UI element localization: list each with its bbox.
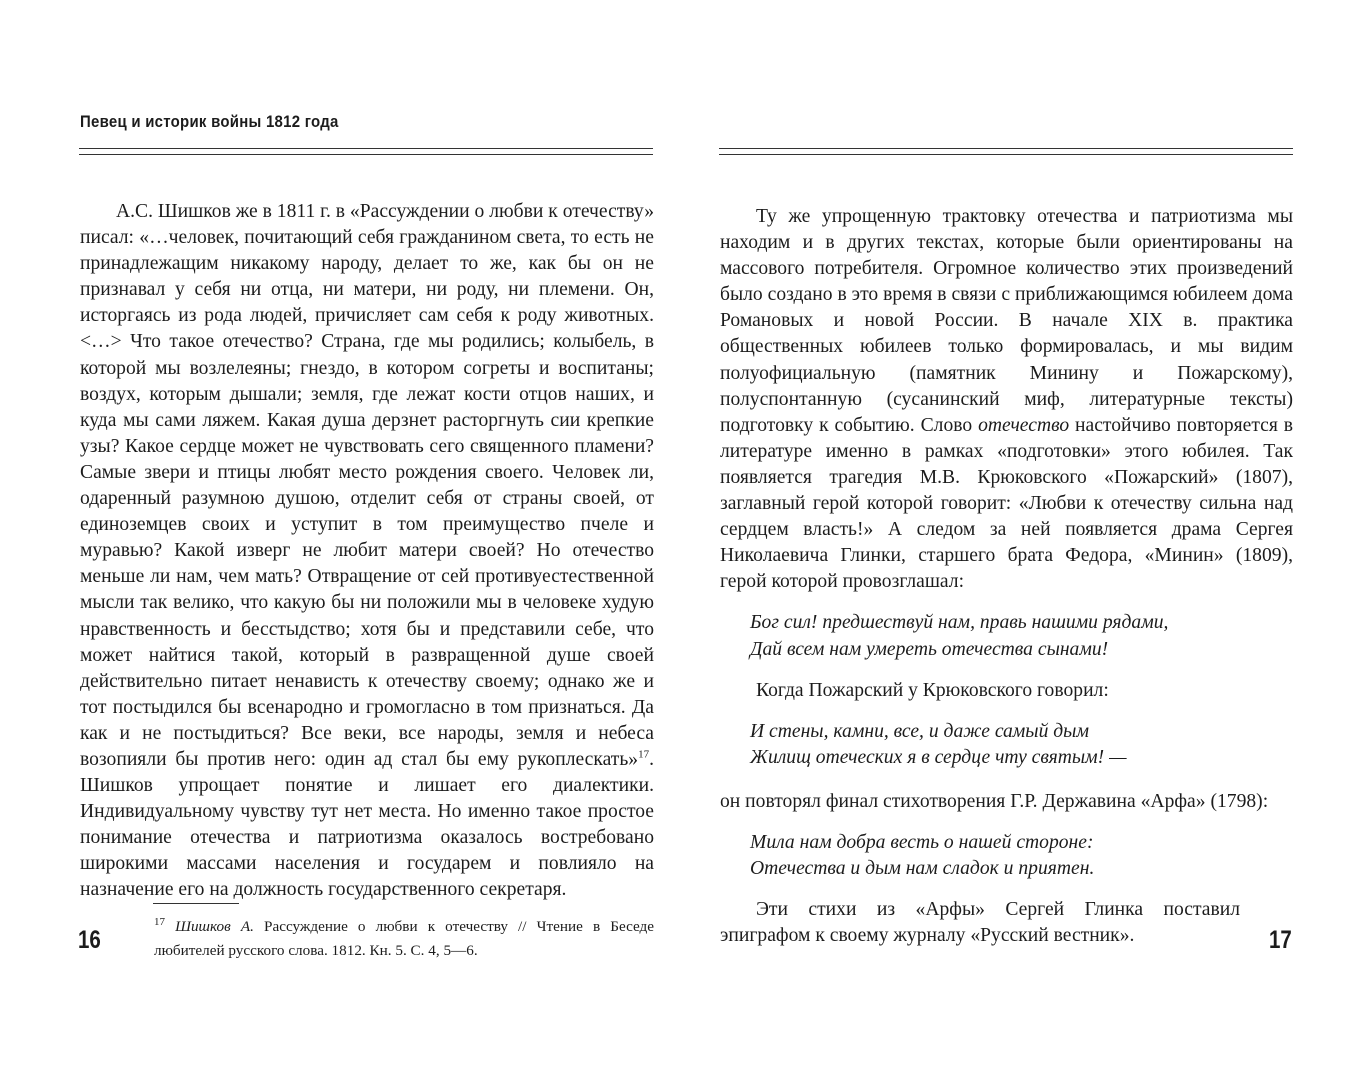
header-rule-right [719,148,1293,155]
header-rule-left [79,148,653,155]
right-paragraph-1: Ту же упрощенную трактовку отечества и патриотизма мы находим и в других текстах, которые были ориентированы на массового потребителя. Огромное количество этих произведений было создано в это время в связи с приближающимся юбилеем дома Романовых и новой России. В начале XIX в. практика общественных юбилеев только формировалась, и мы видим полуофициальную (памятник Минину и Пожарскому), полуспонтанную (сусанинский миф, литературные тексты) подготовку к событию. Слово отечество настойчиво повторяется в литературе именно в рамках «подготовки» этого юбилея. Так появляется трагедия М.В. Крюковского «Пожарский» (1807), заглавный герой которой говорит: «Любви к отечеству сильна над сердцем власть!» А следом за ней появляется драма Сергея Николаевича Глинки, старшего брата Федора, «Минин» (1809), герой которой провозглашал: [720,206,1293,593]
right-page-body [720,204,1293,949]
right-paragraph-4: Эти стихи из «Арфы» Сергей Глинка поставил эпиграфом к своему журналу «Русский вестник». [720,899,1240,947]
footnote [154,915,654,963]
page-number-right: 17 [1269,926,1292,954]
poem-quote-2 [720,719,1293,771]
poem-line: Дай всем нам умереть отечества сынами! [750,638,1109,660]
poem-quote-1 [720,610,1293,662]
footnote-ref: 17 [638,748,650,761]
running-head: Певец и историк войны 1812 года [80,112,339,131]
footnote-rule [153,903,239,904]
poem-line: Мила нам добра весть о нашей стороне: [750,831,1094,853]
footnote-number: 17 [154,915,165,928]
page-number-left: 16 [78,926,101,954]
left-page-body [80,199,654,904]
poem-line: Жилищ отеческих я в сердце чту святым! — [750,746,1127,768]
poem-line: Бог сил! предшествуй нам, правь нашими рядами, [750,612,1169,634]
poem-line: Отечества и дым нам сладок и приятен. [750,858,1095,880]
right-paragraph-2: Когда Пожарский у Крюковского говорил: [756,679,1109,701]
poem-line: И стены, камни, все, и даже самый дым [750,720,1089,742]
footnote-author: Шишков А. [175,918,254,935]
right-paragraph-3: он повторял финал стихотворения Г.Р. Державина «Арфа» (1798): [720,790,1269,812]
left-paragraph: А.С. Шишков же в 1811 г. в «Рассуждении о любви к отечеству» писал: «…человек, почитающий себя гражданином света, то есть не принадлежащим никакому народу, делает то же, как бы он не признавал у себя ни отца, ни матери, ни роду, ни племени. Он, исторгаясь из рода людей, причисляет сам себя к роду животных. <…> Что такое отечество? Страна, где мы родились; колыбель, в которой мы возлелеяны; гнездо, в котором согреты и воспитаны; воздух, которым дышали; земля, где лежат кости отцов наших, и куда мы сами ляжем. Какая душа дерзнет расторгнуть сии крепкие узы? Какое сердце может не чувствовать сего священного пламени? Самые звери и птицы любят место рождения своего. Человек ли, одаренный разумною душою, отделит себя от страны своей, от единоземцев своих и уступит в том преимущество пчеле и муравью? Какой изверг не любит матери своей? Но отечество меньше ли нам, чем мать? Отвращение от сей противуестественной мысли так велико, что какую бы ни положили мы в человеке худую нравственность и бесстыдство; хотя бы и представили себе, что может найтися такой, который в развращенной душе своей действительно питает ненависть к отечеству своему; однако же и тот постыдился бы всенародно и громогласно в том признаться. Да как и не постыдиться? Все веки, все народы, земля и небеса возопияли бы против него: один ад стал бы ему рукоплескать»$^{17}$. Шишков упрощает понятие и лишает его диалектики. Индивидуальному чувству тут нет места. Но именно такое простое понимание отечества и патриотизма оказалось востребовано широкими массами населения и государем и повлияло на назначение его на должность государственного секретаря. [80,201,654,901]
poem-quote-3 [720,830,1293,882]
emphasis-word: отечество [978,414,1070,436]
footnote-text: Рассуждение о любви к отечеству // Чтение в Беседе любителей русского слова. 1812. Кн. 5. С. 4, 5—6. [154,918,655,959]
